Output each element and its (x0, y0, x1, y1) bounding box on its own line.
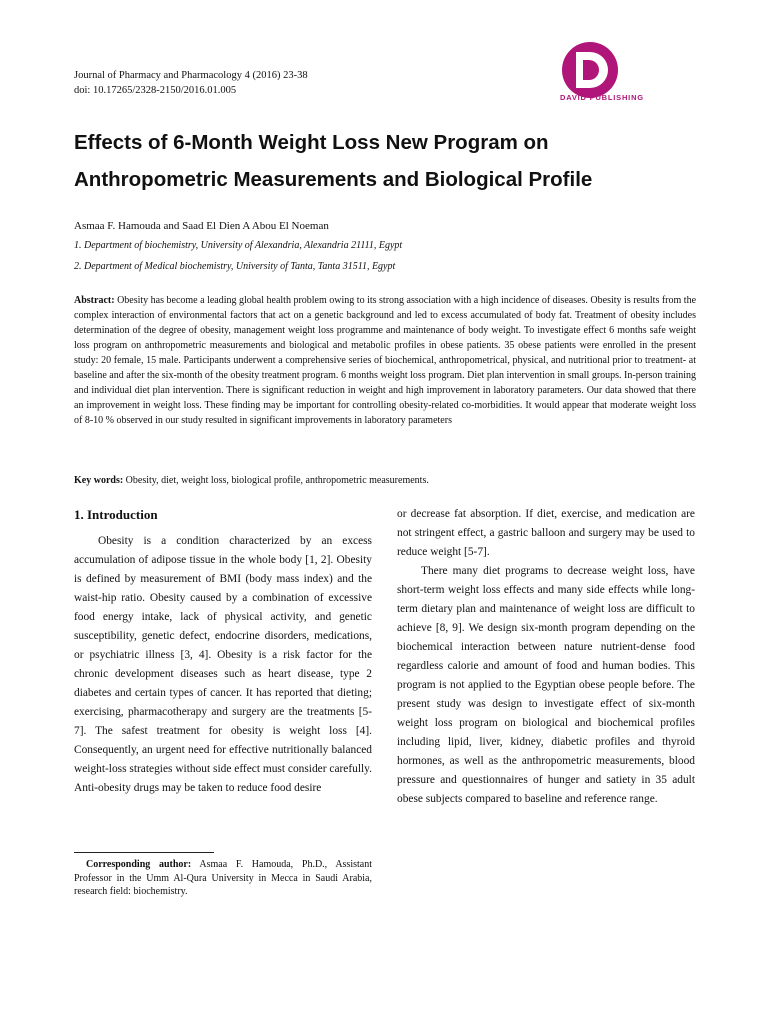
right-column (397, 505, 695, 809)
authors: Asmaa F. Hamouda and Saad El Dien A Abou El Noeman (74, 220, 329, 232)
footnote-corresponding-author (74, 858, 372, 899)
journal-citation: Journal of Pharmacy and Pharmacology 4 (2016) 23-38 (74, 70, 308, 81)
journal-header (74, 68, 308, 98)
keywords-label: Key words: (74, 475, 124, 486)
keywords (74, 473, 696, 488)
publisher-name: DAVID PUBLISHING (560, 93, 644, 102)
keywords-text: Obesity, diet, weight loss, biological profile, anthropometric measurements. (125, 475, 429, 486)
footnote-text: Asmaa F. Hamouda, Ph.D., Assistant Professor in the Umm Al-Qura University in Mecca in Saudi Arabia, research field: biochemistry. (74, 859, 372, 897)
abstract-text: Obesity has become a leading global health problem owing to its strong association with a high incidence of diseases. Obesity is results from the complex interaction of environmental factors that act on a genetic background and led to excess accumulated of body fat. Treatment of obesity includes determination of the degree of obesity, management weight loss programme and maintenance of body weight. To investigate effect 6 months safe weight loss program on anthropometric measurements and biological and metabolic profiles in obese patients. 35 obese patients were enrolled in the present study: 20 female, 15 male. Participants underwent a comprehensive series of biochemical, anthropometrical, physical, and nutritional prior to treatment- at baseline and after the six-month of the obesity treatment program. 6 months weight loss program. Diet plan intervention in small groups. In-person training and individual diet plan intervention. There is significant reduction in weight and high improvement in laboratory parameters. Our data showed that there an improvement in weight loss. These finding may be important for controlling obesity-related co-morbidities. It would appear that moderate weight loss of 8-10 % observed in our study resulted in significant improvements in laboratory parameters (74, 295, 697, 426)
intro-paragraph-continued: or decrease fat absorption. If diet, exercise, and medication are not stringent effect, a gastric balloon and surgery may be used to reduce weight [5-7]. (397, 508, 695, 558)
abstract (74, 293, 696, 428)
title-line-2: Anthropometric Measurements and Biological Profile (74, 168, 593, 191)
footnote-label: Corresponding author: (86, 859, 192, 870)
affiliation-2: 2. Department of Medical biochemistry, University of Tanta, Tanta 31511, Egypt (74, 261, 396, 272)
section-heading-introduction: 1. Introduction (74, 507, 158, 522)
affiliation-1: 1. Department of biochemistry, University of Alexandria, Alexandria 21111, Egypt (74, 240, 403, 251)
intro-paragraph-1: Obesity is a condition characterized by an excess accumulation of adipose tissue in the whole body [1, 2]. Obesity is defined by measurement of BMI (body mass index) and the waist-hip ratio. Obesity caused by a combination of excessive food energy intake, lack of physical activity, and genetic susceptibility, genetic defect, endocrine disorders, medications, or psychiatric illness [3, 4]. Obesity is a risk factor for the chronic development diseases such as heart disease, type 2 diabetes and certain types of cancer. It has reported that dieting; exercising, pharmacotherapy and surgery are the treatments [5-7]. The safest treatment for obesity is weight loss [4]. Consequently, an urgent need for effective nutritionally balanced weight-loss strategies without side effect must consider carefully. Anti-obesity drugs may be taken to reduce food desire (74, 535, 372, 794)
left-column (74, 532, 372, 798)
abstract-label: Abstract: (74, 295, 115, 306)
footnote-divider (74, 852, 214, 853)
title-line-1: Effects of 6-Month Weight Loss New Program on (74, 131, 549, 154)
paper-title (74, 124, 714, 198)
journal-doi: doi: 10.17265/2328-2150/2016.01.005 (74, 85, 237, 96)
intro-paragraph-2: There many diet programs to decrease weight loss, have short-term weight loss effects and many side effects while long-term dietary plan and maintenance of weight loss are difficult to achieve [8, 9]. We design six-month program depending on the biochemical interaction between nature nutrient-dense food regardless calorie and amount of food and human bodies. This program is not applied to the Egyptian obese people before. The present study was design to investigate effect of six-month weight loss program on biological and biochemical profiles including lipid, liver, kidney, diabetic profiles and thyroid hormones, as well as the anthropometric measurements, blood pressure and questionnaires of hunger and satiety in 35 adult obese subjects compared to baseline and reference range. (397, 565, 695, 805)
